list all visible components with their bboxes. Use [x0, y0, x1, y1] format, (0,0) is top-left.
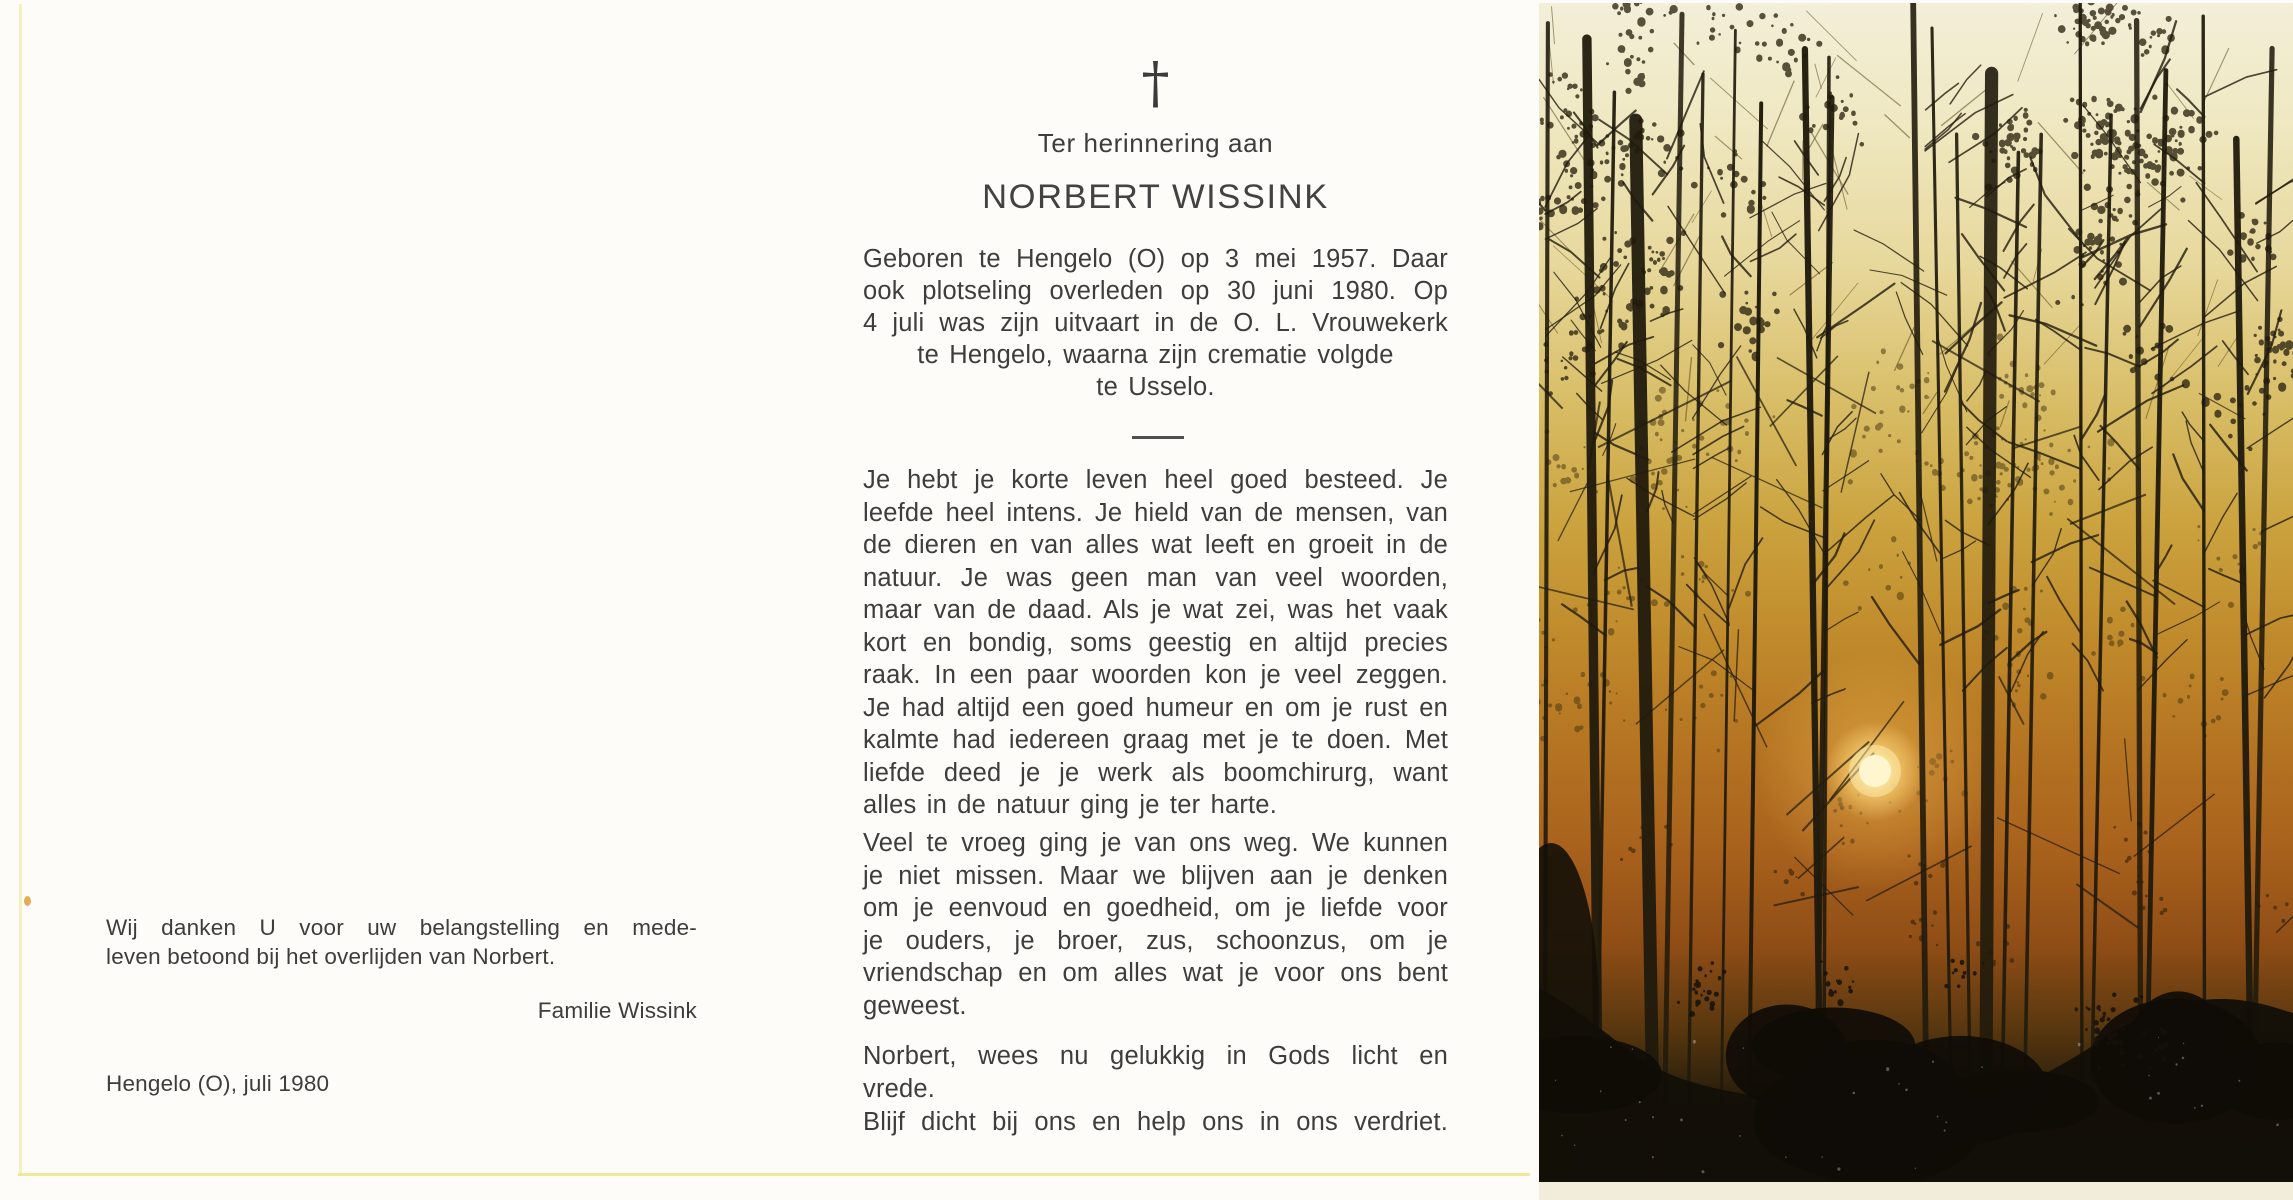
card-edge-line-left [19, 4, 22, 1176]
photo-lower-margin [1539, 1182, 2293, 1200]
sunset-trees-photo [1539, 3, 2293, 1182]
closing-paragraph [863, 1040, 1448, 1139]
text-line: je niet missen. Maar we blijven aan je denken [863, 861, 1448, 890]
text-line: Veel te vroeg ging je van ons weg. We kunnen [863, 829, 1448, 857]
memorial-paragraph-1 [863, 464, 1448, 822]
text-line: Wij danken U voor uw belangstelling en mede- [106, 915, 697, 940]
scan-speck [24, 896, 31, 906]
text-line: te Usselo. [1096, 373, 1215, 401]
text-line: leefde heel intens. Je hield van de mensen, van [863, 498, 1448, 527]
divider-line [1132, 436, 1184, 439]
text-line: Geboren te Hengelo (O) op 3 mei 1957. Daar [863, 245, 1448, 273]
memorial-paragraph-2 [863, 827, 1448, 1022]
text-line: maar van de daad. Als je wat zei, was het vaak [863, 596, 1448, 624]
text-line: te Hengelo, waarna zijn crematie volgde [917, 341, 1394, 369]
memorial-cross-icon: † [1141, 51, 1170, 116]
text-line: leven betoond bij het overlijden van Norbert. [106, 944, 556, 969]
text-line: liefde deed je je werk als boomchirurg, want [863, 758, 1448, 787]
text-line: je ouders, je broer, zus, schoonzus, om je [863, 926, 1448, 955]
vitals-centered-lines [863, 339, 1448, 403]
thanks-text [106, 913, 697, 971]
text-line: 4 juli was zijn uitvaart in de O. L. Vrouwekerk [863, 309, 1448, 337]
text-line: vriendschap en om alles wat je voor ons bent [863, 959, 1448, 987]
text-line: kort en bondig, soms geestig en altijd precies [863, 628, 1448, 657]
family-signature: Familie Wissink [537, 998, 697, 1023]
text-line: Norbert, wees nu gelukkig in Gods licht en [863, 1042, 1448, 1070]
sunset-trees-photo-svg [1539, 3, 2293, 1182]
text-line: alles in de natuur ging je ter harte. [863, 791, 1277, 819]
card-edge-line-bottom [18, 1173, 1530, 1176]
vitals-paragraph [863, 243, 1448, 339]
text-line: om je eenvoud en goedheid, om je liefde voor [863, 894, 1448, 922]
deceased-name: NORBERT WISSINK [982, 178, 1329, 216]
text-line: Je hebt je korte leven heel goed besteed. Je [863, 466, 1448, 494]
text-line: raak. In een paar woorden kon je veel zeggen. [863, 661, 1448, 689]
text-line: Blijf dicht bij ons en help ons in ons verdriet. [863, 1108, 1448, 1136]
place-date: Hengelo (O), juli 1980 [106, 1071, 330, 1096]
intro-line: Ter herinnering aan [1037, 128, 1274, 158]
text-line: natuur. Je was geen man van veel woorden, [863, 563, 1448, 592]
text-line: de dieren en van alles wat leeft en groeit in de [863, 531, 1448, 559]
text-line: kalmte had iedereen graag met je te doen. Met [863, 726, 1448, 754]
text-line: vrede. [863, 1075, 936, 1103]
text-line: geweest. [863, 991, 967, 1020]
text-line: ook plotseling overleden op 30 juni 1980. Op [863, 277, 1448, 305]
text-line: Je had altijd een goed humeur en om je rust en [863, 693, 1448, 722]
